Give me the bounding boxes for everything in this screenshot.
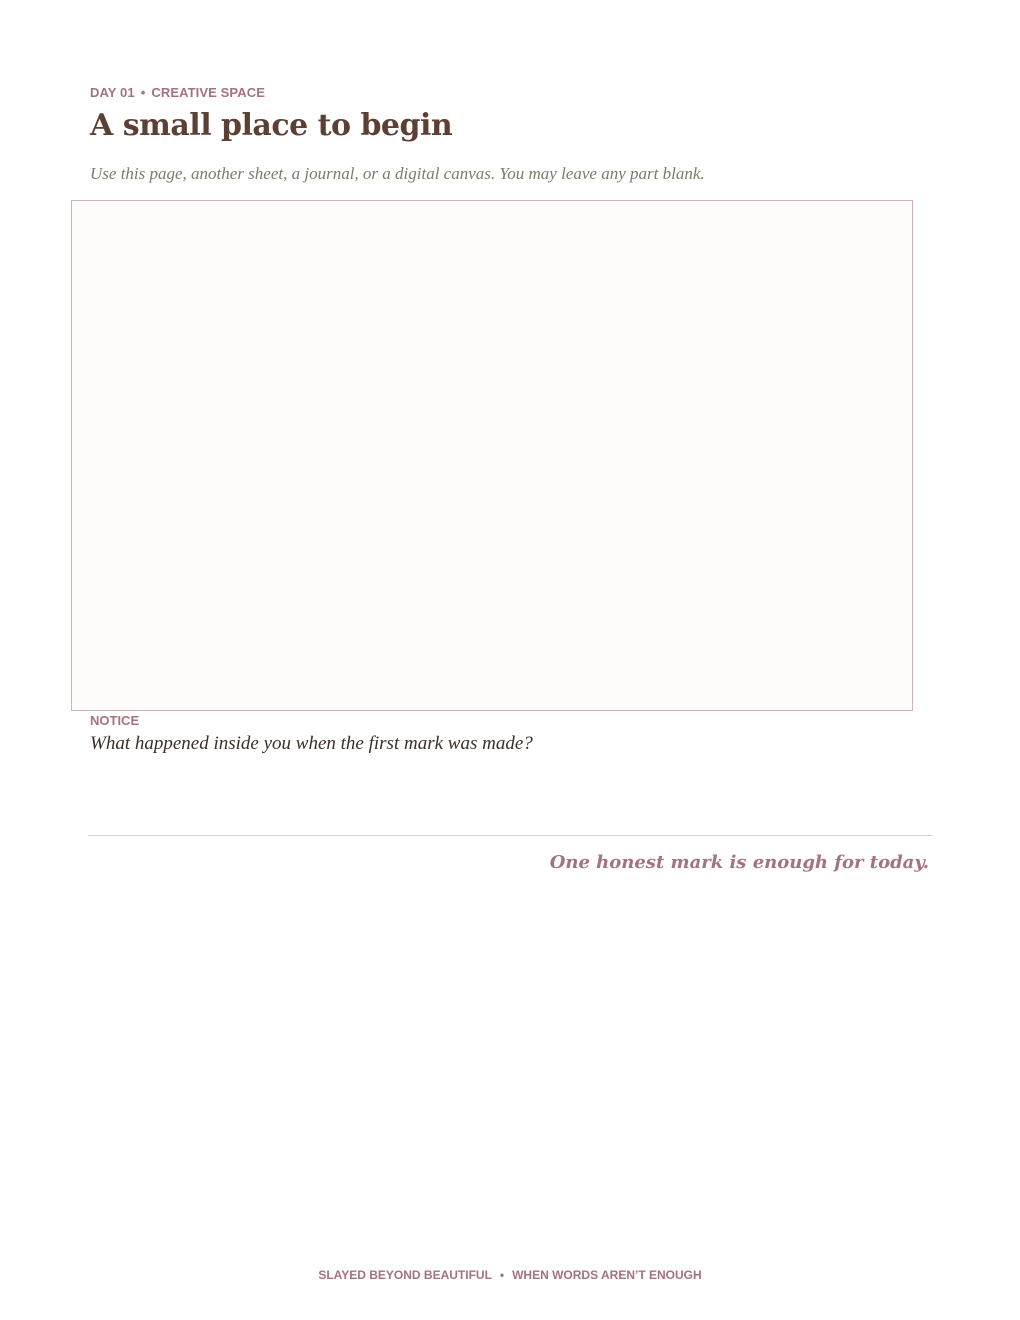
eyebrow-separator: • [140,85,146,100]
footer-tagline: WHEN WORDS AREN’T ENOUGH [512,1268,702,1282]
day-label: DAY 01 [90,85,135,100]
drawing-canvas[interactable] [71,200,913,711]
notice-prompt: What happened inside you when the first mark was made? [90,733,533,754]
page-title: A small place to begin [90,108,453,143]
footer-brand: SLAYED BEYOND BEAUTIFUL [318,1268,492,1282]
divider [88,835,933,836]
notice-label: NOTICE [90,713,140,728]
closing-quote: One honest mark is enough for today. [549,852,929,873]
eyebrow [90,85,265,100]
section-label: CREATIVE SPACE [151,85,265,100]
footer-separator: • [499,1268,505,1282]
page-subtitle: Use this page, another sheet, a journal, or a digital canvas. You may leave any part blank. [90,164,705,183]
footer [0,1268,1020,1282]
